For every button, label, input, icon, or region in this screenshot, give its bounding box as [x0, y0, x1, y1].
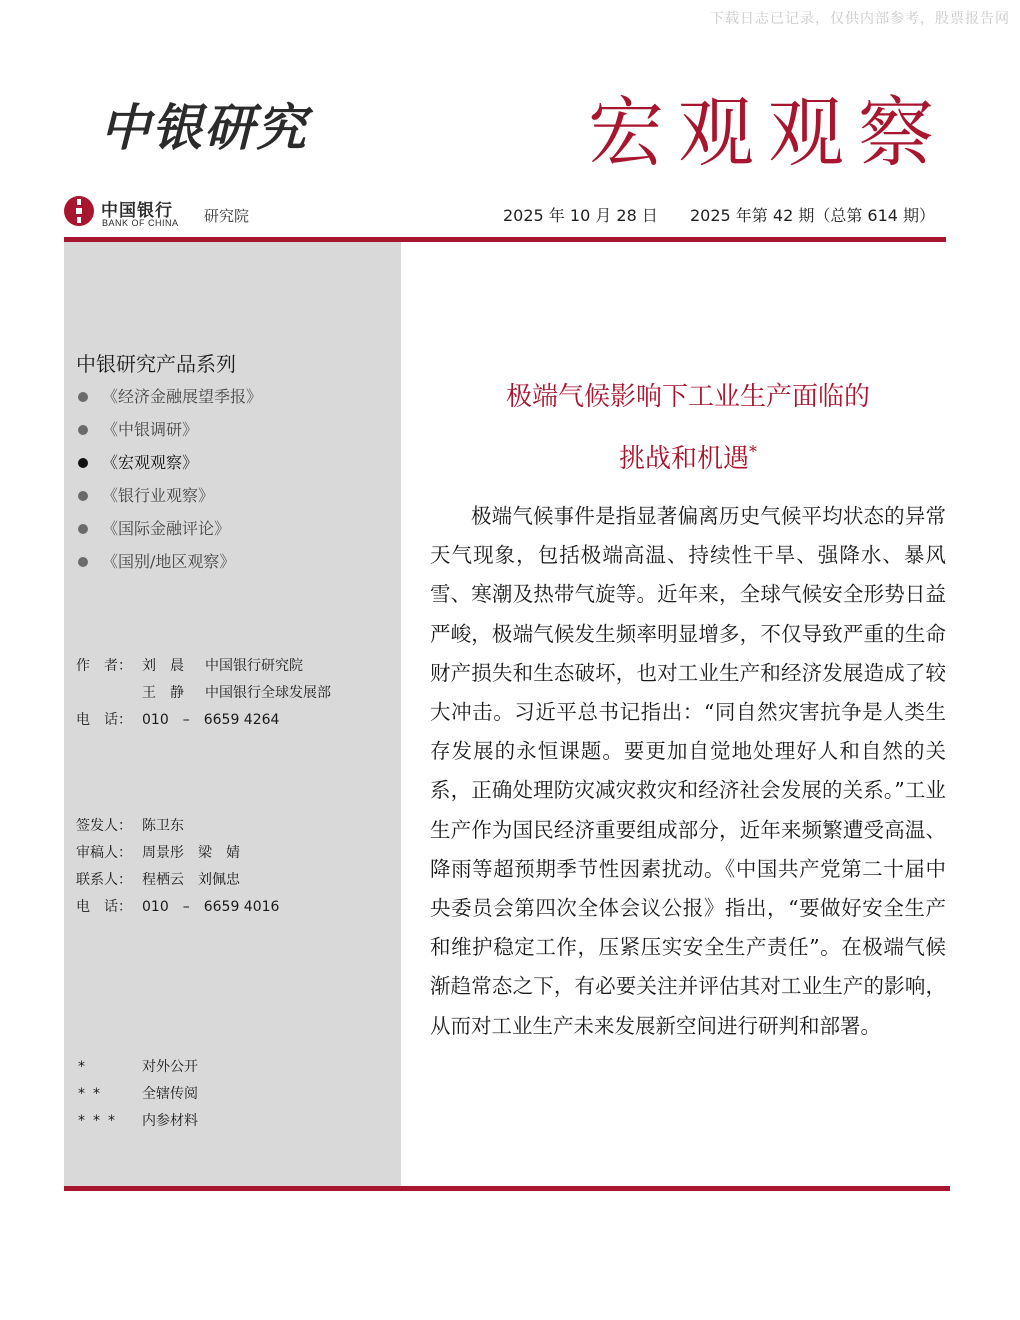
- article-title-line1: 极端气候影响下工业生产面临的: [505, 382, 870, 412]
- phone-label: 电 话：: [76, 712, 132, 728]
- bank-name-en: BANK OF CHINA: [102, 218, 179, 228]
- author-org: 中国银行全球发展部: [205, 685, 331, 701]
- issue-number: 2025 年第 42 期（总第 614 期）: [690, 206, 936, 225]
- article-body: 极端气候事件是指显著偏离历史气候平均状态的异常天气现象，包括极端高温、持续性干旱、强降水、暴风雪、寒潮及热带气旋等。近年来，全球气候安全形势日益严峻，极端气候发生频率明显增多，不仅导致严重的生命财产损失和生态破坏，也对工业生产和经济发展造成了较大冲击。习近平总书记指出：“同自然灾害抗争是人类生存发展的永恒课题。要更加自觉地处理好人和自然的关系，正确处理防灾减灾救灾和经济社会发展的关系。”工业生产作为国民经济重要组成部分，近年来频繁遭受高温、降雨等超预期季节性因素扰动。《中国共产党第二十届中央委员会第四次全体会议公报》指出，“要做好安全生产和维护稳定工作，压紧压实安全生产责任”。在极端气候渐趋常态之下，有必要关注并评估其对工业生产的影响，从而对工业生产未来发展新空间进行研判和部署。: [430, 504, 946, 1038]
- series-title: 宏观观察: [588, 88, 948, 177]
- reviewer-names: 周景彤 梁 婧: [142, 845, 240, 861]
- title-footnote-mark: *: [749, 442, 757, 461]
- signer-name: 陈卫东: [142, 818, 184, 834]
- bullet-icon: [78, 425, 88, 435]
- author-name: 刘 晨: [142, 658, 184, 674]
- product-item: 《银行业观察》: [76, 485, 262, 518]
- institute-label: 研究院: [204, 207, 250, 225]
- bullet-icon: [78, 557, 88, 567]
- contact-names: 程栖云 刘佩忠: [142, 872, 240, 888]
- legend-marks: ***: [78, 1113, 123, 1129]
- product-item: 《经济金融展望季报》: [76, 386, 262, 419]
- signer-label: 签发人：: [76, 818, 132, 834]
- product-item: 《国际金融评论》: [76, 518, 262, 551]
- phone-number: 010 – 6659 4264: [142, 712, 280, 728]
- author-org: 中国银行研究院: [205, 658, 303, 674]
- products-heading: 中银研究产品系列: [76, 352, 236, 376]
- author-name: 王 静: [142, 685, 184, 701]
- download-watermark: 下载日志已记录，仅供内部参考，股票报告网: [710, 11, 1010, 27]
- bank-of-china-logo: [64, 196, 204, 232]
- legend-marks: *: [78, 1059, 93, 1075]
- phone-number: 010 – 6659 4016: [142, 899, 280, 915]
- bullet-icon: [78, 524, 88, 534]
- legend-label: 对外公开: [142, 1059, 198, 1075]
- product-item: 《中银调研》: [76, 419, 262, 452]
- bullet-icon: [78, 458, 88, 468]
- footer-divider: [64, 1186, 950, 1191]
- product-item-active: 《宏观观察》: [76, 452, 262, 485]
- reviewer-label: 审稿人：: [76, 845, 132, 861]
- bullet-icon: [78, 491, 88, 501]
- legend-label: 内参材料: [142, 1113, 198, 1129]
- product-series-list: [76, 386, 262, 584]
- product-item: 《国别/地区观察》: [76, 551, 262, 584]
- bank-name-cn: 中国银行: [101, 201, 173, 221]
- article-title-line2: 挑战和机遇*: [618, 442, 757, 474]
- phone-label: 电 话：: [76, 899, 132, 915]
- legend-marks: **: [78, 1086, 108, 1102]
- issue-date: 2025 年 10 月 28 日: [503, 206, 658, 225]
- brand-calligraphy-logo: 中银研究: [100, 98, 308, 157]
- bullet-icon: [78, 392, 88, 402]
- bank-emblem-icon: [64, 196, 94, 226]
- legend-label: 全辖传阅: [142, 1086, 198, 1102]
- author-label: 作 者：: [76, 658, 132, 674]
- contact-label: 联系人：: [76, 872, 132, 888]
